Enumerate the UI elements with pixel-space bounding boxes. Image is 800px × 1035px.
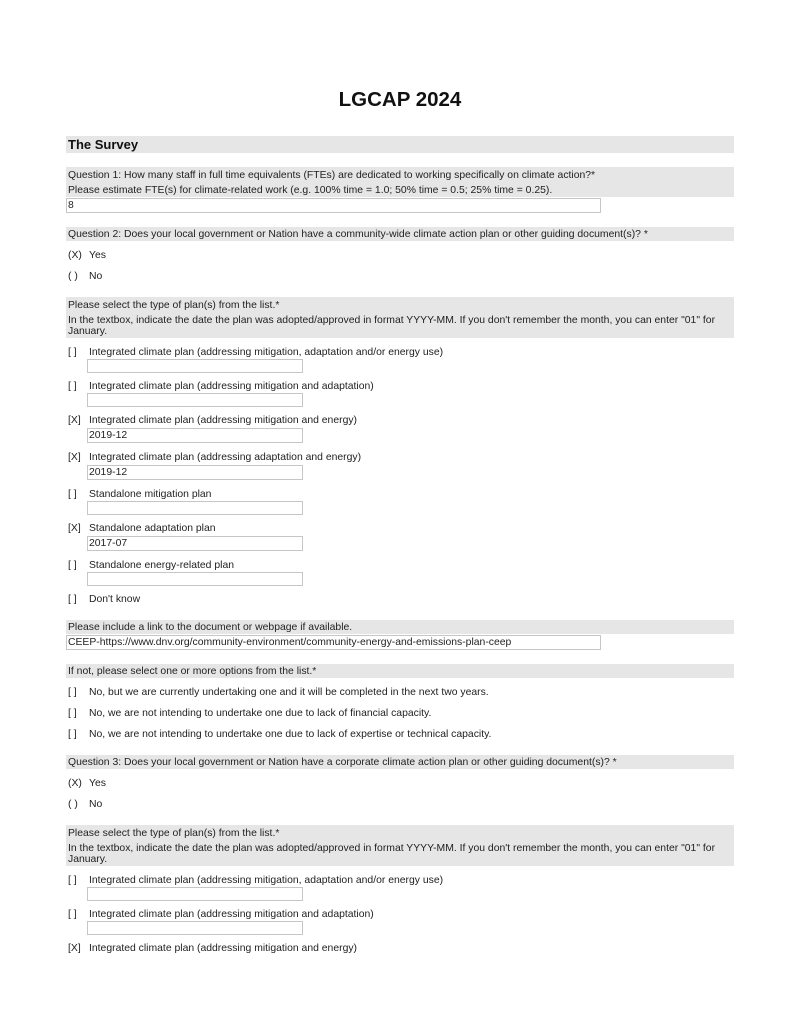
if-not-header <box>66 664 734 678</box>
option-no[interactable] <box>66 271 734 283</box>
plan-date-input[interactable] <box>87 428 303 443</box>
if-not-option[interactable] <box>66 729 734 741</box>
plan-type-header <box>66 825 734 866</box>
option-label: Don't know <box>89 594 141 605</box>
plan-option[interactable] <box>66 943 734 955</box>
checkbox-marker: [ ] <box>68 687 77 698</box>
radio-marker: ( ) <box>68 799 78 810</box>
if-not-options <box>66 678 734 741</box>
option-label: No, we are not intending to undertake one due to lack of expertise or technical capacity. <box>89 729 492 740</box>
plan-option-dont-know[interactable] <box>66 594 734 606</box>
option-label: Integrated climate plan (addressing mitigation, adaptation and/or energy use) <box>89 347 444 358</box>
plan-date-instructions: In the textbox, indicate the date the plan was adopted/approved in format YYYY-MM. If you don't remember the month, you can enter "01" for January. <box>68 843 716 865</box>
option-label: No, we are not intending to undertake one due to lack of financial capacity. <box>89 708 432 719</box>
question-2-text: Question 2: Does your local government or Nation have a community-wide climate action plan or other guiding document(s)? * <box>68 229 648 240</box>
question-3-header <box>66 755 734 769</box>
survey-page <box>66 0 734 955</box>
checkbox-marker: [ ] <box>68 381 77 392</box>
if-not-option[interactable] <box>66 687 734 699</box>
plan-date-input[interactable] <box>87 465 303 480</box>
if-not-prompt: If not, please select one or more options from the list.* <box>68 666 317 677</box>
plan-option[interactable] <box>66 452 734 480</box>
checkbox-marker: [ ] <box>68 489 77 500</box>
question-2-header <box>66 227 734 241</box>
plan-date-input[interactable] <box>87 393 303 407</box>
checkbox-marker: [ ] <box>68 560 77 571</box>
checkbox-marker: [ ] <box>68 729 77 740</box>
option-label: Standalone adaptation plan <box>89 523 216 534</box>
option-label: Integrated climate plan (addressing mitigation and energy) <box>89 943 358 954</box>
option-label: Standalone energy-related plan <box>89 560 234 571</box>
checkbox-marker: [ ] <box>68 594 77 605</box>
link-prompt: Please include a link to the document or webpage if available. <box>68 622 353 633</box>
plan-date-instructions: In the textbox, indicate the date the plan was adopted/approved in format YYYY-MM. If you don't remember the month, you can enter "01" for January. <box>68 315 716 337</box>
option-label: No <box>89 271 103 282</box>
option-yes[interactable] <box>66 250 734 262</box>
plan-type-header <box>66 297 734 338</box>
option-label: Standalone mitigation plan <box>89 489 212 500</box>
section-header: The Survey <box>66 136 734 153</box>
checkbox-marker: [X] <box>68 415 81 426</box>
plan-date-input[interactable] <box>87 501 303 515</box>
question-1-header <box>66 167 734 197</box>
option-label: Integrated climate plan (addressing mitigation and energy) <box>89 415 358 426</box>
option-label: Integrated climate plan (addressing mitigation and adaptation) <box>89 381 374 392</box>
checkbox-marker: [ ] <box>68 909 77 920</box>
plan-date-input[interactable] <box>87 572 303 586</box>
option-no[interactable] <box>66 799 734 811</box>
option-yes[interactable] <box>66 778 734 790</box>
question-1-hint: Please estimate FTE(s) for climate-related work (e.g. 100% time = 1.0; 50% time = 0.5; 25% time = 0.25). <box>68 185 553 196</box>
document-link-input[interactable] <box>66 635 601 650</box>
plan-date-input[interactable] <box>87 359 303 373</box>
checkbox-marker: [X] <box>68 523 81 534</box>
option-label: Integrated climate plan (addressing mitigation and adaptation) <box>89 909 374 920</box>
link-header <box>66 620 734 634</box>
plan-date-input[interactable] <box>87 536 303 551</box>
radio-marker: (X) <box>68 250 82 261</box>
option-label: Yes <box>89 250 106 261</box>
question-3-options <box>66 769 734 811</box>
option-label: No <box>89 799 103 810</box>
option-label: Integrated climate plan (addressing mitigation, adaptation and/or energy use) <box>89 875 444 886</box>
plan-option[interactable] <box>66 909 734 935</box>
plan-option[interactable] <box>66 489 734 515</box>
plan-type-prompt: Please select the type of plan(s) from the list.* <box>68 300 280 311</box>
checkbox-marker: [X] <box>68 452 81 463</box>
plan-option[interactable] <box>66 347 734 373</box>
checkbox-marker: [ ] <box>68 875 77 886</box>
if-not-option[interactable] <box>66 708 734 720</box>
plan-type-options <box>66 338 734 606</box>
plan-type-prompt: Please select the type of plan(s) from the list.* <box>68 828 280 839</box>
plan-option[interactable] <box>66 523 734 551</box>
checkbox-marker: [X] <box>68 943 81 954</box>
plan-option[interactable] <box>66 560 734 586</box>
question-3-text: Question 3: Does your local government or Nation have a corporate climate action plan or other guiding document(s)? * <box>68 757 617 768</box>
plan-type-options <box>66 866 734 955</box>
option-label: Integrated climate plan (addressing adaptation and energy) <box>89 452 362 463</box>
option-label: No, but we are currently undertaking one and it will be completed in the next two years. <box>89 687 489 698</box>
plan-option[interactable] <box>66 415 734 443</box>
radio-marker: ( ) <box>68 271 78 282</box>
checkbox-marker: [ ] <box>68 347 77 358</box>
plan-date-input[interactable] <box>87 887 303 901</box>
plan-option[interactable] <box>66 875 734 901</box>
plan-option[interactable] <box>66 381 734 407</box>
question-1-text: Question 1: How many staff in full time equivalents (FTEs) are dedicated to working specifically on climate action?* <box>68 170 596 181</box>
checkbox-marker: [ ] <box>68 708 77 719</box>
plan-date-input[interactable] <box>87 921 303 935</box>
question-2-options <box>66 241 734 283</box>
option-label: Yes <box>89 778 106 789</box>
radio-marker: (X) <box>68 778 82 789</box>
document-title: LGCAP 2024 <box>338 88 462 111</box>
fte-input[interactable] <box>66 198 601 213</box>
